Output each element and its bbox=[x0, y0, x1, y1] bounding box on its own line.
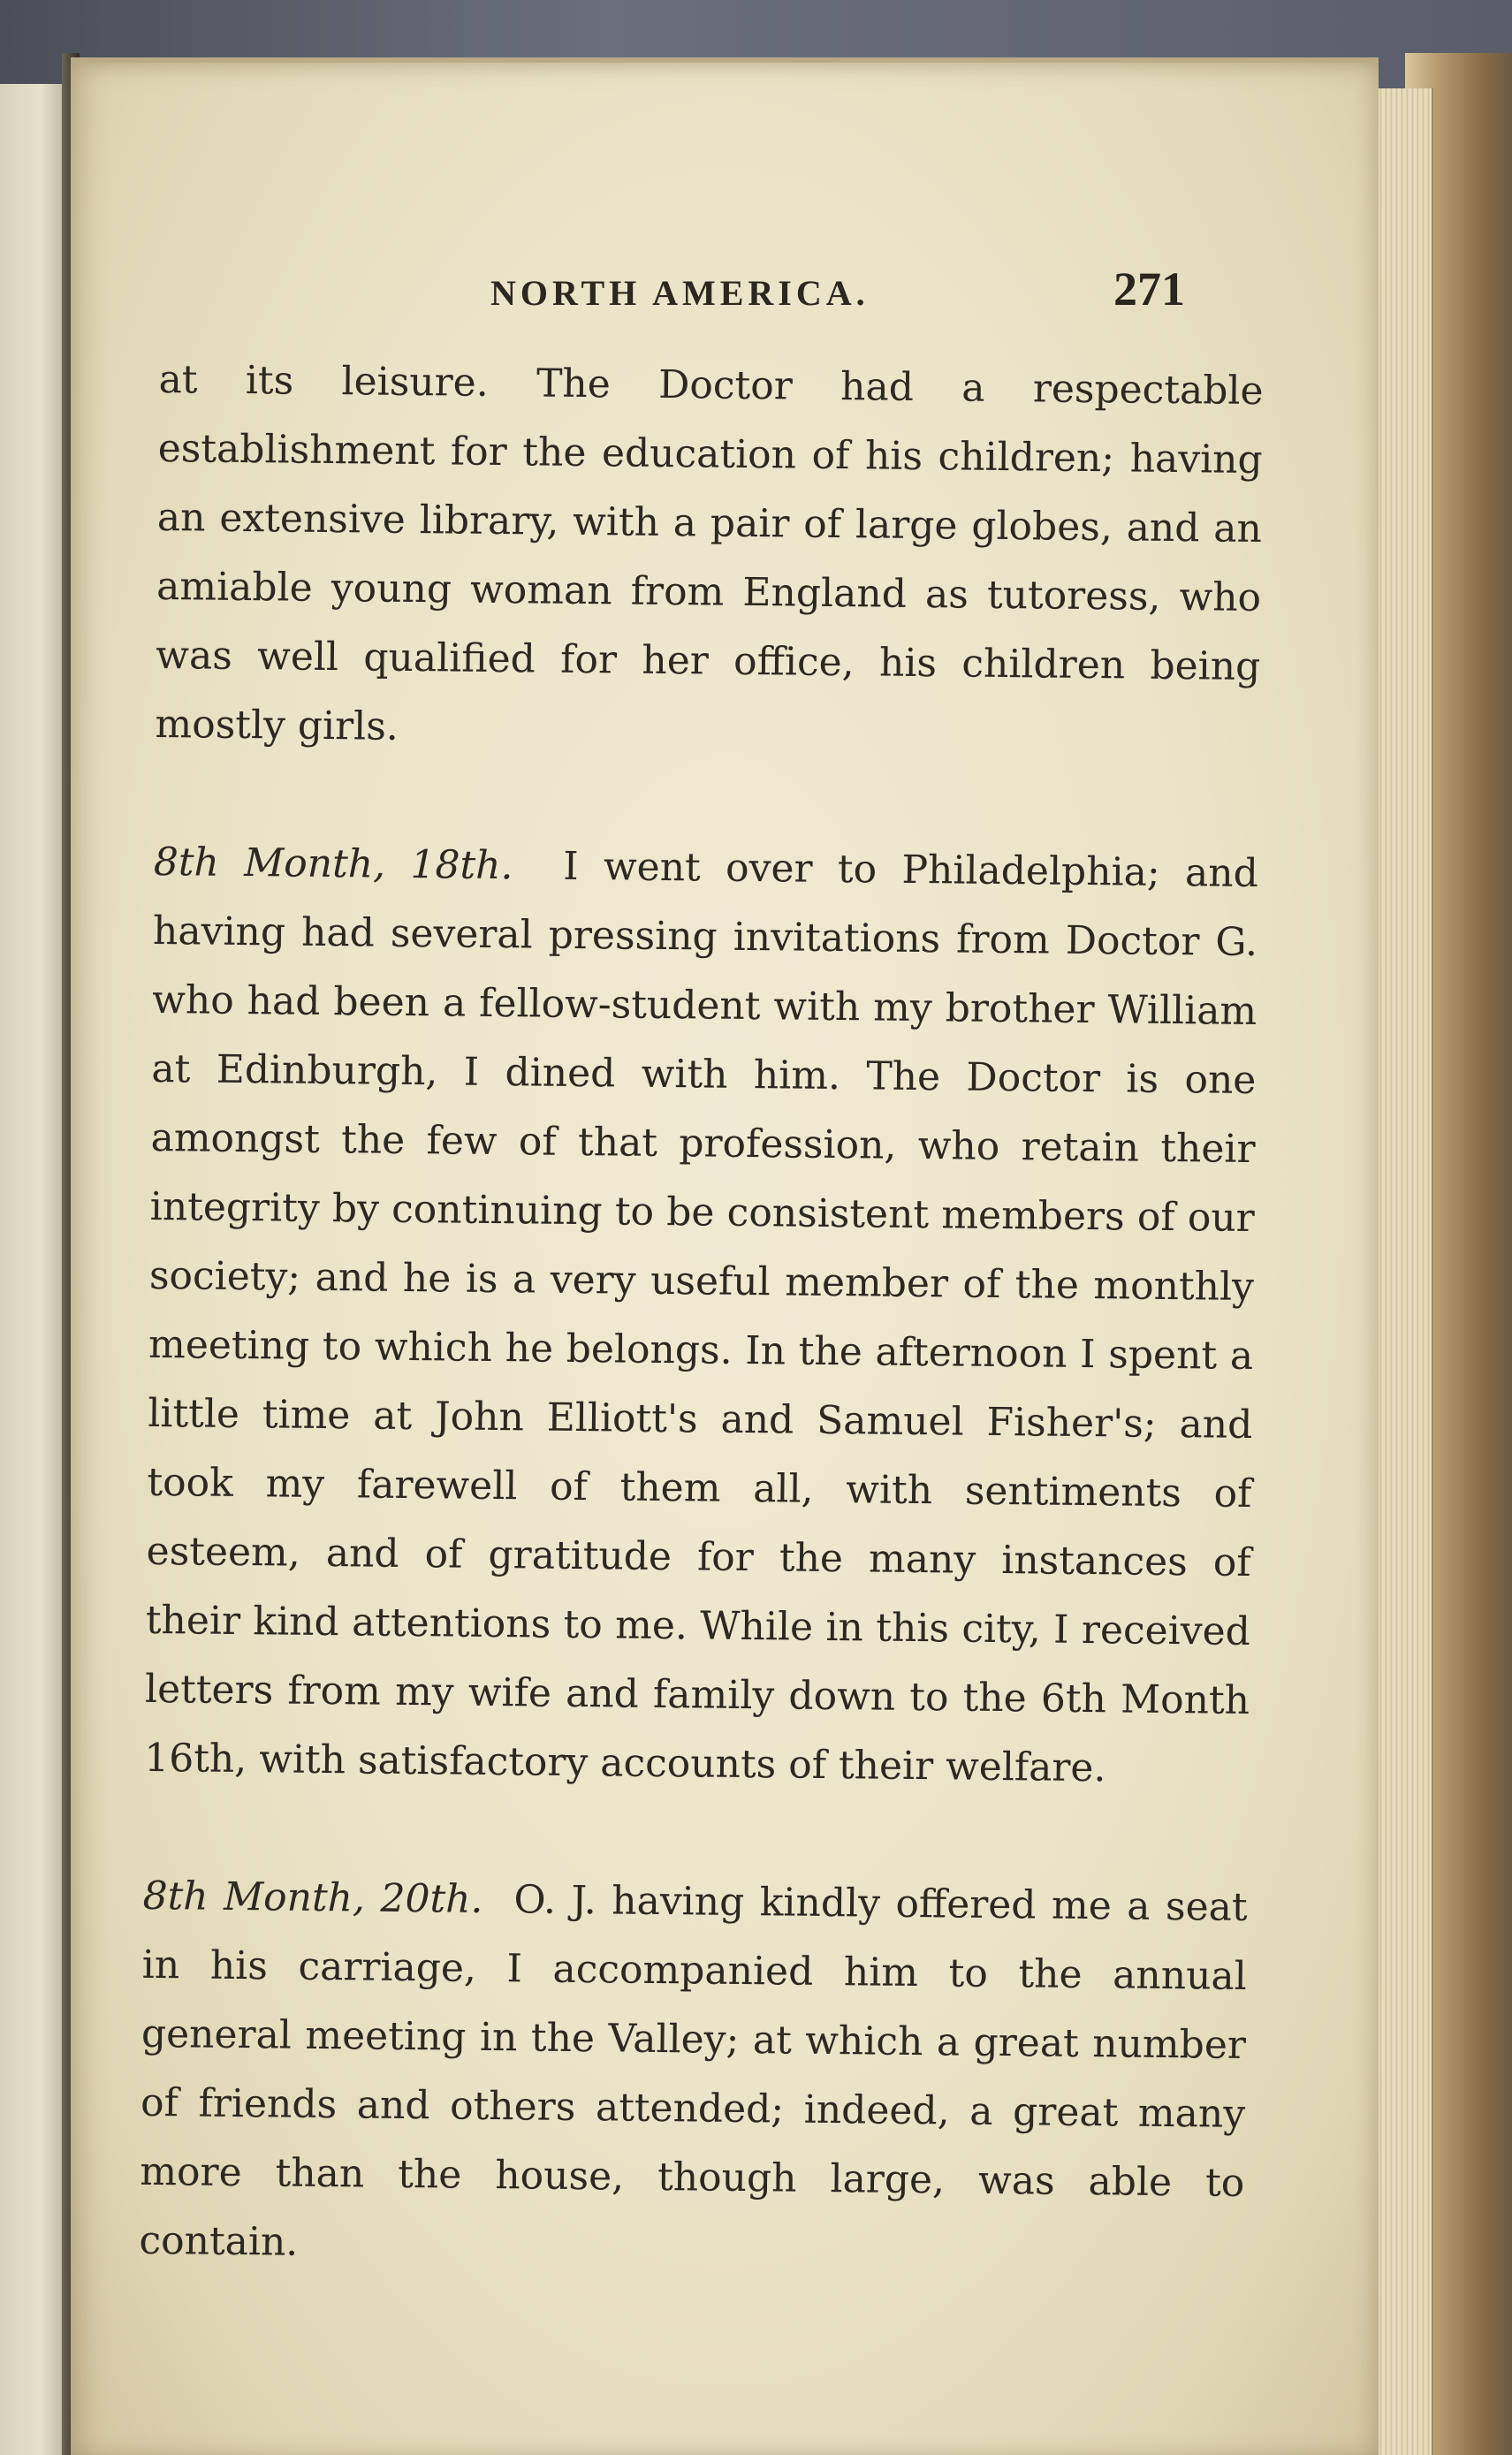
left-page-edge bbox=[0, 84, 72, 2455]
running-head: NORTH AMERICA. bbox=[490, 273, 870, 313]
page-body bbox=[139, 346, 1264, 2287]
paragraph-1 bbox=[155, 346, 1264, 771]
paragraph-text: at its leisure. The Doctor had a respectable establishment for the education of his children; having an extensive library, with a pair of large globes, and an amiable young woman from England as tutoress, who was well qualified for her office, his children being mostly girls. bbox=[155, 356, 1264, 749]
book-page bbox=[71, 57, 1379, 2455]
paragraph-text: O. J. having kindly offered me a seat in his carriage, I accompanied him to the annual general meeting in the Valley; at which a great number of friends and others attended; indeed, a great many more than the house, though large, was able to contain. bbox=[139, 1877, 1248, 2265]
entry-date: 8th Month, 18th. bbox=[153, 839, 513, 889]
paragraph-text: I went over to Philadelphia; and having had several pressing invitations from Doctor G. who had been a fellow-student with my brother William at Edinburgh, I dined with him. The Doctor is one amongst the few of that profession, who retain their integrity by continuing to be consistent members of our society; and he is a very useful member of the monthly meeting to which he belongs. In the afternoon I spent a little time at John Elliott's and Samuel Fisher's; and took my farewell of them all, with sentiments of esteem, and of gratitude for the many instances of their kind attentions to me. While in this city, I received letters from my wife and family down to the 6th Month 16th, with satisfactory accounts of their welfare. bbox=[143, 843, 1259, 1791]
page-number: 271 bbox=[1113, 262, 1185, 315]
page-header bbox=[71, 217, 1379, 315]
paragraph-2 bbox=[144, 828, 1258, 1805]
paragraph-3 bbox=[139, 1862, 1248, 2287]
entry-date: 8th Month, 20th. bbox=[142, 1873, 483, 1922]
